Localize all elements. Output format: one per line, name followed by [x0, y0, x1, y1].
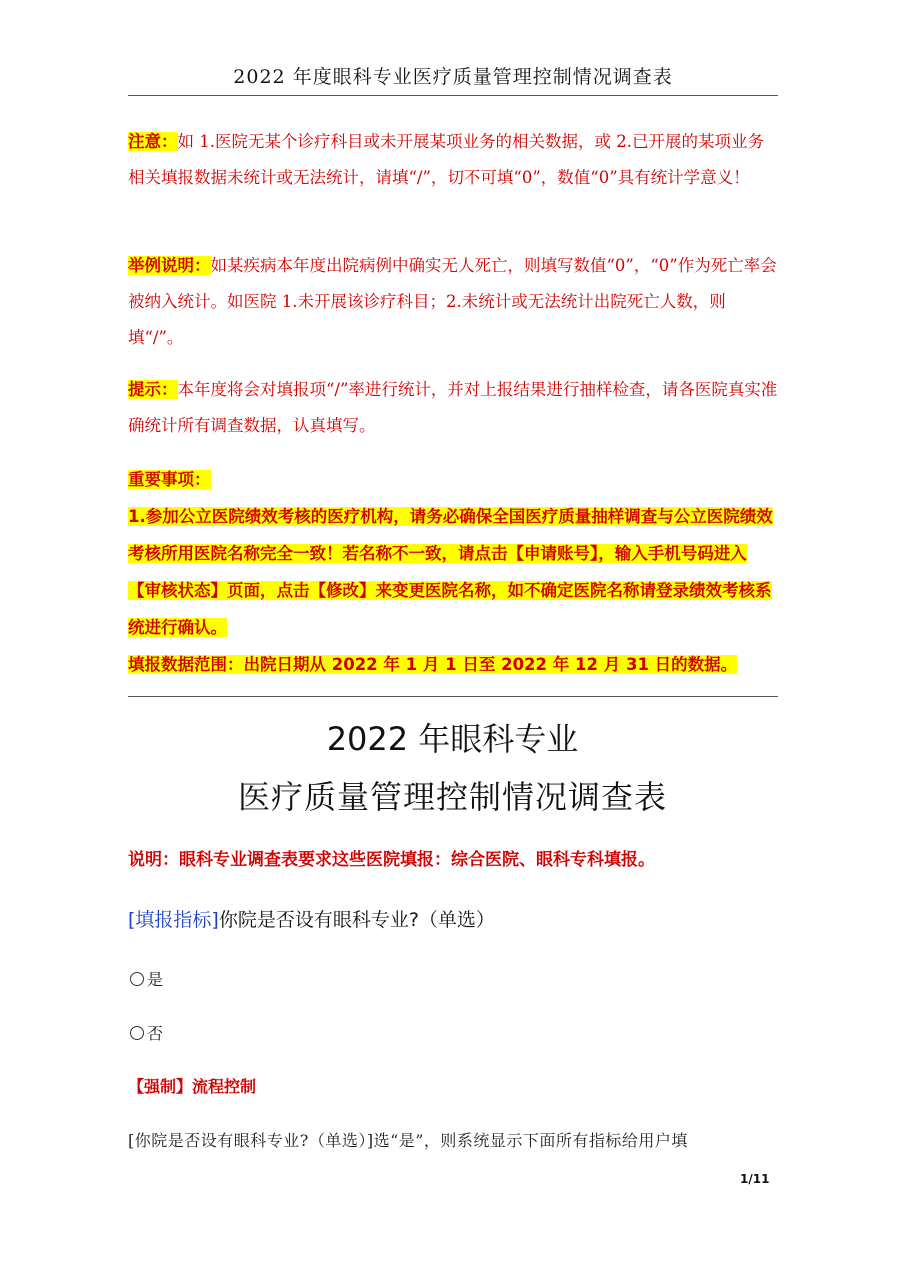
notice-paragraph [128, 124, 778, 196]
document-header-title: 2022 年度眼科专业医疗质量管理控制情况调查表 [233, 66, 673, 88]
flow-control-text: [你院是否设有眼科专业?（单选）]选“是”，则系统显示下面所有指标给用户填 [128, 1131, 688, 1150]
header-divider [128, 95, 778, 96]
survey-description: 说明：眼科专业调查表要求这些医院填报：综合医院、眼科专科填报。 [128, 850, 655, 870]
forced-flow-control-label: 【强制】流程控制 [128, 1077, 257, 1096]
important-label: 重要事项： [128, 470, 211, 489]
question-tag: [填报指标] [128, 909, 219, 931]
section-divider [128, 696, 778, 697]
option-yes-label: 是 [147, 970, 164, 989]
question-text: 你院是否设有眼科专业?（单选） [218, 909, 495, 931]
main-title-line2: 医疗质量管理控制情况调查表 [237, 778, 667, 816]
question-heading [128, 905, 495, 932]
option-no[interactable] [130, 1021, 163, 1044]
tip-paragraph [128, 372, 778, 444]
tip-label: 提示： [128, 380, 178, 399]
tip-text: 本年度将会对填报项“/”率进行统计，并对上报结果进行抽样检查，请各医院真实准确统计所有调查数据，认真填写。 [128, 380, 778, 435]
option-no-label: 否 [147, 1024, 164, 1043]
example-paragraph [128, 248, 778, 356]
data-range-notice: 填报数据范围：出院日期从 2022 年 1 月 1 日至 2022 年 12 月 31 日的数据。 [128, 655, 738, 674]
example-label: 举例说明： [128, 256, 211, 275]
notice-label: 注意： [128, 132, 178, 151]
radio-circle-icon[interactable] [130, 1026, 144, 1040]
page-number: 1/11 [740, 1172, 770, 1186]
option-yes[interactable] [130, 967, 163, 990]
radio-circle-icon[interactable] [130, 972, 144, 986]
notice-text: 如 1.医院无某个诊疗科目或未开展某项业务的相关数据，或 2.已开展的某项业务相关填报数据未统计或无法统计，请填“/”，切不可填“0”，数值“0”具有统计学意义！ [128, 132, 764, 187]
important-item-1: 1.参加公立医院绩效考核的医疗机构，请务必确保全国医疗质量抽样调查与公立医院绩效考核所用医院名称完全一致！若名称不一致，请点击【申请账号】，输入手机号码进入【审核状态】页面，点击【修改】来变更医院名称，如不确定医院名称请登录绩效考核系统进行确认。 [128, 507, 773, 637]
important-section [128, 461, 778, 683]
main-title-line1: 2022 年眼科专业 [326, 720, 579, 758]
example-text: 如某疾病本年度出院病例中确实无人死亡，则填写数值“0”，“0”作为死亡率会被纳入统计。如医院 1.未开展该诊疗科目；2.未统计或无法统计出院死亡人数，则填“/”。 [128, 256, 777, 347]
